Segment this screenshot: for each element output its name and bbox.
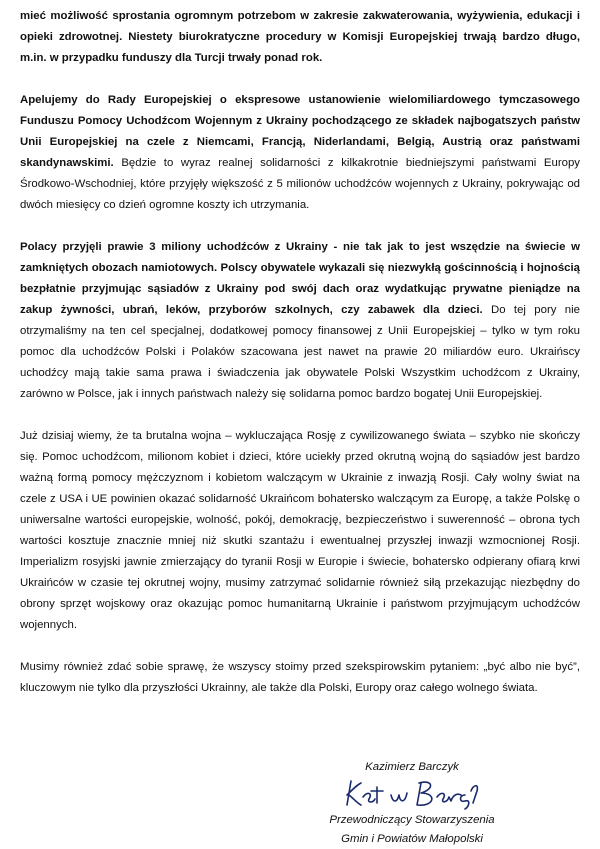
paragraph-4-normal: Już dzisiaj wiemy, że ta brutalna wojna – wykluczająca Rosję z cywilizowanego świata – szybko nie skończy się. Pomoc uchodźcom, milionom kobiet i dzieci, które uciekły przed okrutną wojną do sąsiadów jest bardzo ważną formą pomocy mężczyznom i kobietom walczącym w Ukrainie z inwazją Rosji. Cały wolny świat na czele z USA i UE powinien okazać solidarność Ukraińcom bohatersko walczącym za Europę, a także Polskę o uniwersalne wartości europejskie, wolność, pokój, demokrację, bezpieczeństwo i suwerenność – obrona tych wartości kosztuje znacznie mniej niż skutki szantażu i ewentualnej przyszłej inwazji wzmocnionej Rosji. Imperializm rosyjski jawnie zmierzający do tyranii Rosji w Europie i świecie, bohatersko odpierany ofiarą krwi Ukraińców w czasie tej okrutnej wojny, musimy zatrzymać solidarnie również siłą przekazując niezbędny do obrony sprzęt wojskowy oraz okazując pomoc humanitarną Ukrainie i państwom przyjmującym uchodźców wojennych. bbox=[20, 430, 580, 631]
handwritten-signature-image bbox=[337, 777, 487, 811]
paragraph-5 bbox=[20, 657, 580, 699]
paragraph-3-bold: Polacy przyjęli prawie 3 miliony uchodźców z Ukrainy - nie tak jak to jest wszędzie na świecie w zamkniętych obozach namiotowych. Polscy obywatele wykazali się niezwykłą gościnnością i hojnością bezpłatnie przyjmując sąsiadów z Ukrainy pod swój dach oraz wydatkując prywatne pieniądze na zakup żywności, ubrań, leków, przyborów szkolnych, czy zabawek dla dzieci. bbox=[20, 241, 580, 316]
signatory-role-line-2: Gmin i Powiatów Małopolski bbox=[341, 833, 483, 845]
paragraph-2-bold: Apelujemy do Rady Europejskiej o ekspresowe ustanowienie wielomiliardowego tymczasowego Funduszu Pomocy Uchodźcom Wojennym z Ukrainy pochodzącego ze składek najbogatszych państw Unii Europejskiej na czele z Niemcami, Francją, Niderlandami, Belgią, Austrią oraz państwami skandynawskimi. bbox=[20, 94, 580, 169]
paragraph-3-normal: Do tej pory nie otrzymaliśmy na ten cel specjalnej, dodatkowej pomocy finansowej z Unii Europejskiej – tylko w tym roku pomoc dla uchodźców Polski i Polaków szacowana jest nawet na prawie 20 miliardów euro. Ukraińscy uchodźcy mają takie sama prawa i świadczenia jak obywatele Polski Wszystkim uchodźcom z Ukrainy, zarówno w Polsce, jak i innych państwach należy się solidarna pomoc bardzo bogatej Unii Europejskiej. bbox=[20, 304, 581, 400]
paragraph-spacer bbox=[20, 216, 580, 237]
paragraph-1 bbox=[20, 6, 580, 69]
paragraph-spacer bbox=[20, 405, 580, 426]
signature-ink bbox=[347, 781, 477, 809]
signatory-name: Kazimierz Barczyk bbox=[365, 761, 459, 773]
paragraph-5-normal: Musimy również zdać sobie sprawę, że wszyscy stoimy przed szekspirowskim pytaniem: „być albo nie być”, kluczowym nie tylko dla przyszłości Ukrainny, ale także dla Polski, Europy oraz całego wolnego świata. bbox=[20, 661, 580, 694]
paragraph-2 bbox=[20, 90, 580, 216]
signatory-role-line-1: Przewodniczący Stowarzyszenia bbox=[329, 814, 495, 826]
paragraph-spacer bbox=[20, 636, 580, 657]
paragraph-1-bold: mieć możliwość sprostania ogromnym potrzebom w zakresie zakwaterowania, wyżywienia, edukacji i opieki zdrowotnej. Niestety biurokratyczne procedury w Komisji Europejskiej trwają bardzo długo, m.in. w przypadku funduszy dla Turcji trwały ponad rok. bbox=[20, 10, 580, 64]
paragraph-spacer bbox=[20, 69, 580, 90]
signature-block bbox=[312, 758, 512, 849]
paragraph-3 bbox=[20, 237, 580, 405]
paragraph-2-normal: Będzie to wyraz realnej solidarności z kilkakrotnie biedniejszymi państwami Europy Środkowo-Wschodniej, które przyjęły większość z 5 milionów uchodźców wojennych z Ukrainy, pokrywając od dwóch miesięcy co dzień ogromne koszty ich utrzymania. bbox=[20, 157, 580, 211]
paragraph-4 bbox=[20, 426, 580, 636]
